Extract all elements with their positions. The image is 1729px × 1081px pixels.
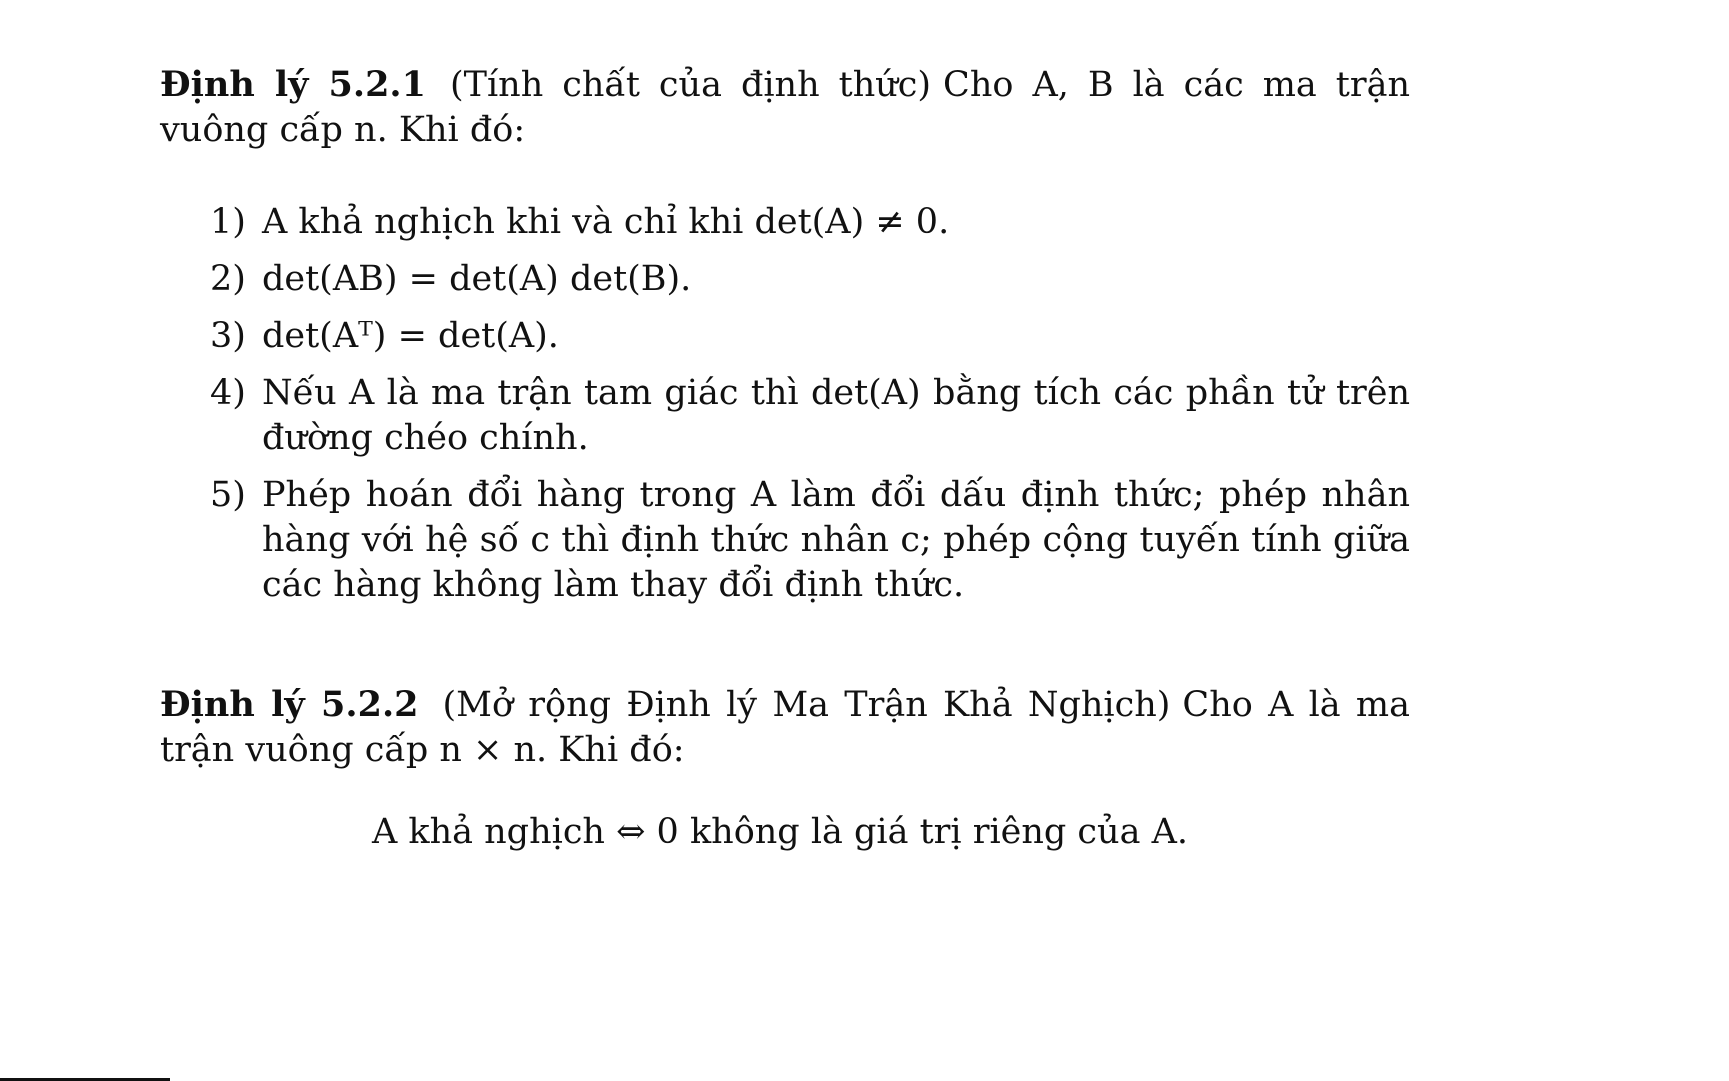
item-number: 2) [210,259,246,299]
item-text: det(Aᵀ) = det(A). [262,316,559,356]
theorem-intro: Cho A, B là các ma trận vuông cấp n. Khi đó: [160,65,1410,150]
theorem-note: (Tính chất của định thức) [449,65,932,105]
item-text: A khả nghịch khi và chỉ khi det(A) ≠ 0. [262,202,950,242]
theorem-intro: Cho A là ma trận vuông cấp n × n. Khi đó: [160,685,1410,770]
theorem-statement: A khả nghịch ⇔ 0 không là giá trị riêng của A. [372,812,1188,852]
property-list [210,200,1410,620]
item-number: 3) [210,316,246,356]
list-item [210,200,1410,245]
item-text: Phép hoán đổi hàng trong A làm đổi dấu định thức; phép nhân hàng với hệ số c thì định thức nhân c; phép cộng tuyến tính giữa các hàng không làm thay đổi định thức. [262,475,1410,605]
list-item [210,314,1410,359]
list-item [210,371,1410,461]
list-item [210,257,1410,302]
item-text: Nếu A là ma trận tam giác thì det(A) bằng tích các phần tử trên đường chéo chính. [262,373,1410,458]
theorem-5-2-1 [160,62,1410,153]
list-item [210,473,1410,608]
theorem-heading: Định lý 5.2.1 [160,64,426,105]
item-text: det(AB) = det(A) det(B). [262,259,692,299]
item-number: 5) [210,475,246,515]
theorem-note: (Mở rộng Định lý Ma Trận Khả Nghịch) [442,685,1171,725]
item-number: 4) [210,373,246,413]
item-number: 1) [210,202,246,242]
theorem-5-2-2 [160,682,1410,773]
theorem-heading: Định lý 5.2.2 [160,684,419,725]
